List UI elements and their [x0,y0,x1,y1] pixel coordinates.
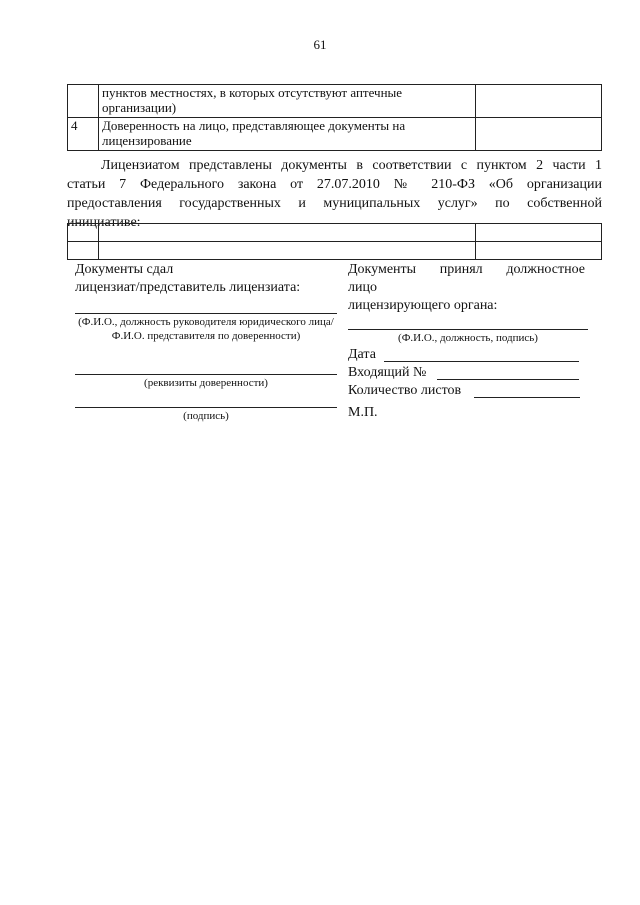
title-word: должностное [506,262,585,277]
empty-cell [68,224,99,242]
stamp-place-label: М.П. [348,405,378,420]
row-number-cell: 4 [68,118,99,151]
incoming-number-label: Входящий № [348,365,427,380]
signature-line [75,313,337,314]
title-line: лицензирующего органа: [348,298,498,313]
table-row [68,118,602,151]
row-text-line: лицензирование [102,133,192,148]
title-line [348,261,585,279]
title-line: лицензиат/представитель лицензиата: [75,280,301,295]
signature-line [75,374,337,375]
table-row [68,242,602,260]
empty-cell [476,242,602,260]
empty-cell [68,242,99,260]
fio-caption: (Ф.И.О., должность руководителя юридического лица/Ф.И.О. представителя по доверенности) [78,316,334,342]
title-word: принял [439,262,483,277]
empty-cell [476,224,602,242]
extra-documents-table [67,223,602,260]
signature-line [75,407,337,408]
signature-caption: (подпись) [183,410,229,422]
row-text-line: пунктов местностях, в которых отсутствуют аптечные [102,85,403,100]
table-row [68,224,602,242]
official-caption: (Ф.И.О., должность, подпись) [398,332,538,344]
paragraph-line: статьи 7 Федерального закона от 27.07.2010 № 210-ФЗ «Об организации [67,177,602,192]
paragraph-line: инициативе: [67,215,141,230]
title-line: Документы сдал [75,262,174,277]
row-text-cell [99,85,476,118]
row-text-cell [99,118,476,151]
documents-table [67,84,602,151]
date-label: Дата [348,347,376,362]
accepted-by-title [348,261,585,315]
signature-line [348,329,588,330]
empty-cell [99,242,476,260]
row-extra-cell [476,118,602,151]
row-text-line: Доверенность на лицо, представляющее документы на [102,118,406,133]
paragraph-line: предоставления государственных и муниципальных услуг» по собственной [67,196,602,211]
paragraph-line: Лицензиатом представлены документы в соответствии с пунктом 2 части 1 [101,158,602,173]
row-text-line: организации) [102,100,177,115]
page-number: 61 [313,37,327,52]
row-extra-cell [476,85,602,118]
submission-paragraph [67,156,602,232]
power-of-attorney-caption: (реквизиты доверенности) [144,377,268,389]
title-line: лицо [348,280,377,295]
submitted-by-title [75,261,340,297]
sheet-count-line [474,397,580,398]
incoming-number-line [437,379,579,380]
row-number-cell [68,85,99,118]
date-line [384,361,579,362]
title-word: Документы [348,262,417,277]
table-row [68,85,602,118]
empty-cell [99,224,476,242]
sheet-count-label: Количество листов [348,383,462,398]
